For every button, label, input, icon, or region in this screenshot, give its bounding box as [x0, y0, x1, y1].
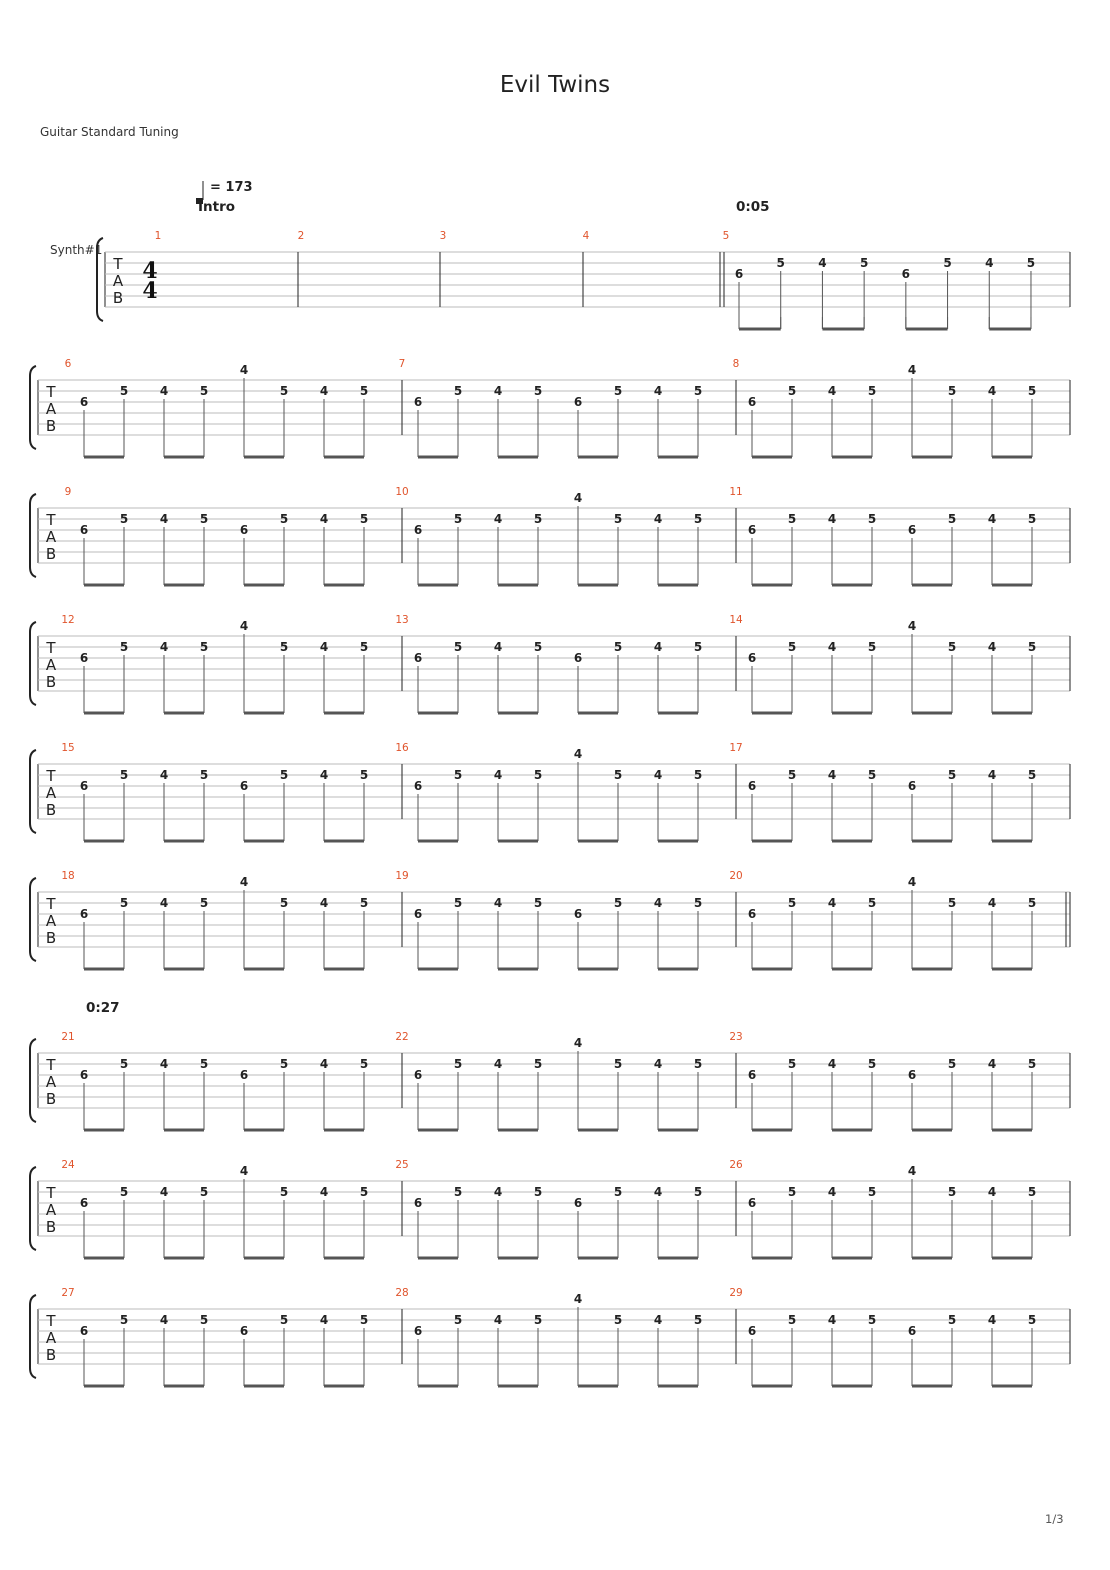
fret-number: 5	[693, 1313, 703, 1327]
fret-number: 5	[947, 768, 957, 782]
fret-number: 6	[413, 523, 423, 537]
fret-number: 5	[199, 512, 209, 526]
fret-number: 4	[818, 256, 827, 270]
instrument-name: Synth#1	[50, 243, 103, 257]
fret-number: 4	[159, 384, 169, 398]
fret-number: 4	[319, 384, 329, 398]
fret-number: 4	[319, 896, 329, 910]
fret-number: 5	[199, 640, 209, 654]
fret-number: 4	[827, 1313, 837, 1327]
measure-number: 8	[732, 358, 740, 370]
fret-number: 6	[747, 523, 757, 537]
measure-number: 25	[395, 1159, 409, 1171]
fret-number: 6	[79, 651, 89, 665]
fret-number: 5	[867, 768, 877, 782]
fret-number: 5	[867, 512, 877, 526]
tab-letter-t: T	[46, 383, 56, 401]
tab-letter-a: A	[45, 784, 57, 802]
fret-number: 4	[159, 768, 169, 782]
tab-letter-a: A	[45, 1201, 57, 1219]
fret-number: 5	[947, 1057, 957, 1071]
fret-number: 5	[947, 1185, 957, 1199]
fret-number: 5	[613, 384, 623, 398]
tab-letter-t: T	[113, 255, 123, 273]
fret-number: 4	[319, 1185, 329, 1199]
tab-letter-a: A	[45, 912, 57, 930]
score-title: Evil Twins	[499, 72, 611, 98]
fret-number: 4	[319, 1313, 329, 1327]
fret-number: 4	[987, 896, 997, 910]
fret-number: 5	[787, 640, 797, 654]
tab-letter-b: B	[45, 673, 57, 691]
fret-number: 6	[79, 1196, 89, 1210]
fret-number: 4	[827, 1057, 837, 1071]
fret-number: 4	[573, 491, 583, 505]
fret-number: 5	[1027, 640, 1037, 654]
fret-number: 5	[776, 256, 785, 270]
fret-number: 5	[1026, 256, 1036, 270]
measure-number: 3	[439, 230, 447, 242]
fret-number: 5	[199, 1313, 209, 1327]
measure-number: 28	[395, 1287, 409, 1299]
fret-number: 5	[119, 384, 129, 398]
fret-number: 5	[867, 1185, 877, 1199]
fret-number: 4	[653, 1057, 663, 1071]
fret-number: 4	[653, 512, 663, 526]
fret-number: 6	[907, 779, 917, 793]
fret-number: 5	[533, 896, 543, 910]
fret-number: 5	[119, 512, 129, 526]
measure-number: 18	[61, 870, 75, 882]
measure-number: 27	[61, 1287, 75, 1299]
system-bracket	[97, 238, 103, 321]
fret-number: 4	[319, 768, 329, 782]
fret-number: 4	[159, 1057, 169, 1071]
fret-number: 5	[279, 768, 289, 782]
fret-number: 4	[159, 640, 169, 654]
measure-number: 17	[729, 742, 743, 754]
fret-number: 6	[747, 651, 757, 665]
fret-number: 4	[493, 640, 503, 654]
fret-number: 5	[359, 896, 369, 910]
tab-letter-b: B	[45, 545, 57, 563]
fret-number: 4	[653, 640, 663, 654]
fret-number: 4	[987, 640, 997, 654]
fret-number: 6	[413, 779, 423, 793]
time-signature-bottom: 4	[142, 278, 158, 304]
fret-number: 4	[985, 256, 994, 270]
fret-number: 6	[413, 395, 423, 409]
fret-number: 4	[907, 875, 917, 889]
fret-number: 4	[907, 619, 917, 633]
fret-number: 5	[279, 1185, 289, 1199]
fret-number: 5	[613, 640, 623, 654]
fret-number: 5	[1027, 896, 1037, 910]
fret-number: 6	[747, 395, 757, 409]
fret-number: 6	[573, 907, 583, 921]
fret-number: 6	[734, 267, 744, 281]
measure-number: 26	[729, 1159, 743, 1171]
fret-number: 4	[653, 1313, 663, 1327]
fret-number: 5	[867, 896, 877, 910]
tab-letter-b: B	[45, 1218, 57, 1236]
fret-number: 4	[239, 619, 249, 633]
fret-number: 4	[573, 1036, 583, 1050]
fret-number: 4	[239, 1164, 249, 1178]
system-bracket	[30, 878, 36, 961]
fret-number: 5	[693, 640, 703, 654]
fret-number: 4	[493, 768, 503, 782]
section-label: Intro	[198, 199, 236, 215]
fret-number: 4	[827, 896, 837, 910]
fret-number: 5	[787, 768, 797, 782]
fret-number: 5	[359, 1313, 369, 1327]
fret-number: 6	[747, 1196, 757, 1210]
fret-number: 5	[279, 384, 289, 398]
fret-number: 5	[533, 1313, 543, 1327]
measure-number: 29	[729, 1287, 743, 1299]
measure-number: 4	[582, 230, 590, 242]
fret-number: 6	[901, 267, 911, 281]
fret-number: 4	[827, 768, 837, 782]
fret-number: 5	[453, 384, 463, 398]
fret-number: 6	[747, 1324, 757, 1338]
fret-number: 5	[453, 1057, 463, 1071]
fret-number: 6	[239, 779, 249, 793]
fret-number: 4	[319, 1057, 329, 1071]
fret-number: 5	[867, 640, 877, 654]
fret-number: 5	[613, 768, 623, 782]
fret-number: 5	[613, 512, 623, 526]
fret-number: 6	[413, 1324, 423, 1338]
fret-number: 6	[907, 1324, 917, 1338]
measure-number: 10	[395, 486, 409, 498]
fret-number: 4	[319, 512, 329, 526]
measure-number: 15	[61, 742, 75, 754]
fret-number: 5	[533, 768, 543, 782]
fret-number: 6	[79, 395, 89, 409]
fret-number: 6	[573, 395, 583, 409]
fret-number: 4	[493, 1185, 503, 1199]
tab-letter-t: T	[46, 1056, 56, 1074]
time-marker: 0:05	[736, 199, 770, 215]
fret-number: 4	[827, 384, 837, 398]
fret-number: 5	[1027, 768, 1037, 782]
fret-number: 5	[119, 640, 129, 654]
fret-number: 4	[827, 512, 837, 526]
fret-number: 5	[359, 768, 369, 782]
measure-number: 16	[395, 742, 409, 754]
measure-number: 20	[729, 870, 743, 882]
tab-letter-b: B	[45, 417, 57, 435]
measure-number: 13	[395, 614, 409, 626]
measure-number: 19	[395, 870, 409, 882]
fret-number: 6	[79, 523, 89, 537]
measure-number: 9	[64, 486, 72, 498]
fret-number: 4	[239, 363, 249, 377]
measure-number: 24	[61, 1159, 75, 1171]
fret-number: 5	[613, 1185, 623, 1199]
fret-number: 5	[533, 1185, 543, 1199]
system-bracket	[30, 1039, 36, 1122]
measure-number: 23	[729, 1031, 743, 1043]
measure-number: 1	[154, 230, 162, 242]
fret-number: 5	[199, 1185, 209, 1199]
fret-number: 5	[693, 768, 703, 782]
tempo-text: = 173	[210, 180, 253, 195]
fret-number: 5	[613, 1057, 623, 1071]
fret-number: 6	[79, 1324, 89, 1338]
fret-number: 5	[947, 384, 957, 398]
fret-number: 4	[159, 1185, 169, 1199]
fret-number: 4	[653, 768, 663, 782]
fret-number: 5	[787, 896, 797, 910]
fret-number: 5	[1027, 1057, 1037, 1071]
fret-number: 6	[239, 523, 249, 537]
fret-number: 5	[119, 1313, 129, 1327]
fret-number: 5	[279, 896, 289, 910]
system-bracket	[30, 366, 36, 449]
fret-number: 5	[453, 1185, 463, 1199]
time-signature-top: 4	[142, 258, 158, 284]
page-number: 1/3	[1045, 1512, 1064, 1526]
fret-number: 5	[787, 384, 797, 398]
fret-number: 4	[239, 875, 249, 889]
fret-number: 5	[947, 512, 957, 526]
fret-number: 5	[119, 1185, 129, 1199]
fret-number: 6	[79, 907, 89, 921]
fret-number: 6	[239, 1324, 249, 1338]
tab-letter-b: B	[45, 801, 57, 819]
fret-number: 5	[533, 1057, 543, 1071]
tab-letter-b: B	[45, 1090, 57, 1108]
fret-number: 5	[613, 1313, 623, 1327]
fret-number: 4	[987, 1185, 997, 1199]
measure-number: 11	[729, 486, 743, 498]
tab-letter-a: A	[45, 656, 57, 674]
fret-number: 4	[493, 1057, 503, 1071]
fret-number: 6	[79, 779, 89, 793]
measure-number: 2	[297, 230, 305, 242]
tab-letter-t: T	[46, 895, 56, 913]
fret-number: 4	[827, 1185, 837, 1199]
fret-number: 6	[907, 1068, 917, 1082]
fret-number: 5	[279, 640, 289, 654]
fret-number: 5	[1027, 384, 1037, 398]
fret-number: 4	[827, 640, 837, 654]
system-bracket	[30, 494, 36, 577]
fret-number: 5	[859, 256, 869, 270]
fret-number: 6	[573, 651, 583, 665]
system-bracket	[30, 1295, 36, 1378]
fret-number: 5	[693, 384, 703, 398]
fret-number: 4	[987, 384, 997, 398]
fret-number: 5	[119, 768, 129, 782]
fret-number: 5	[453, 640, 463, 654]
tab-letter-t: T	[46, 639, 56, 657]
fret-number: 5	[1027, 1185, 1037, 1199]
measure-number: 5	[722, 230, 730, 242]
fret-number: 4	[493, 512, 503, 526]
fret-number: 4	[159, 1313, 169, 1327]
fret-number: 6	[413, 651, 423, 665]
fret-number: 4	[493, 1313, 503, 1327]
fret-number: 5	[453, 896, 463, 910]
tab-letter-a: A	[45, 1073, 57, 1091]
fret-number: 4	[493, 384, 503, 398]
fret-number: 5	[119, 1057, 129, 1071]
system-bracket	[30, 750, 36, 833]
fret-number: 4	[987, 1313, 997, 1327]
fret-number: 5	[453, 512, 463, 526]
tab-letter-b: B	[45, 1346, 57, 1364]
system-bracket	[30, 1167, 36, 1250]
fret-number: 4	[653, 384, 663, 398]
tab-letter-t: T	[46, 767, 56, 785]
tab-letter-b: B	[112, 289, 124, 307]
fret-number: 4	[987, 1057, 997, 1071]
fret-number: 5	[359, 1185, 369, 1199]
fret-number: 4	[653, 896, 663, 910]
fret-number: 5	[533, 384, 543, 398]
fret-number: 5	[199, 1057, 209, 1071]
tab-letter-a: A	[45, 1329, 57, 1347]
fret-number: 4	[159, 896, 169, 910]
fret-number: 6	[413, 1196, 423, 1210]
fret-number: 4	[493, 896, 503, 910]
fret-number: 5	[199, 896, 209, 910]
fret-number: 5	[199, 768, 209, 782]
fret-number: 5	[279, 512, 289, 526]
fret-number: 5	[359, 1057, 369, 1071]
fret-number: 5	[1027, 512, 1037, 526]
tab-letter-t: T	[46, 511, 56, 529]
fret-number: 6	[413, 1068, 423, 1082]
measure-number: 22	[395, 1031, 409, 1043]
fret-number: 4	[653, 1185, 663, 1199]
fret-number: 5	[453, 1313, 463, 1327]
fret-number: 5	[279, 1057, 289, 1071]
fret-number: 6	[747, 907, 757, 921]
fret-number: 5	[947, 640, 957, 654]
fret-number: 5	[533, 512, 543, 526]
tab-letter-a: A	[112, 272, 124, 290]
fret-number: 5	[943, 256, 952, 270]
tab-letter-t: T	[46, 1312, 56, 1330]
fret-number: 5	[453, 768, 463, 782]
fret-number: 5	[1027, 1313, 1037, 1327]
system-bracket	[30, 622, 36, 705]
fret-number: 5	[199, 384, 209, 398]
tab-letter-b: B	[45, 929, 57, 947]
fret-number: 4	[319, 640, 329, 654]
fret-number: 5	[613, 896, 623, 910]
fret-number: 4	[573, 1292, 583, 1306]
fret-number: 5	[787, 1057, 797, 1071]
fret-number: 6	[413, 907, 423, 921]
fret-number: 6	[747, 779, 757, 793]
fret-number: 5	[119, 896, 129, 910]
tab-letter-a: A	[45, 400, 57, 418]
fret-number: 5	[359, 640, 369, 654]
fret-number: 6	[239, 1068, 249, 1082]
measure-number: 7	[398, 358, 406, 370]
measure-number: 12	[61, 614, 75, 626]
fret-number: 4	[987, 512, 997, 526]
fret-number: 6	[747, 1068, 757, 1082]
fret-number: 5	[947, 896, 957, 910]
time-marker: 0:27	[86, 1000, 120, 1016]
tab-letter-t: T	[46, 1184, 56, 1202]
measure-number: 14	[729, 614, 743, 626]
fret-number: 5	[693, 896, 703, 910]
fret-number: 4	[987, 768, 997, 782]
fret-number: 5	[279, 1313, 289, 1327]
measure-number: 21	[61, 1031, 75, 1043]
fret-number: 5	[787, 512, 797, 526]
fret-number: 5	[693, 1185, 703, 1199]
fret-number: 6	[573, 1196, 583, 1210]
fret-number: 4	[159, 512, 169, 526]
fret-number: 5	[787, 1185, 797, 1199]
fret-number: 6	[79, 1068, 89, 1082]
tab-letter-a: A	[45, 528, 57, 546]
fret-number: 5	[867, 1057, 877, 1071]
tuning-label: Guitar Standard Tuning	[40, 125, 179, 139]
measure-number: 6	[64, 358, 72, 370]
fret-number: 5	[947, 1313, 957, 1327]
fret-number: 6	[907, 523, 917, 537]
fret-number: 5	[693, 512, 703, 526]
fret-number: 5	[867, 1313, 877, 1327]
fret-number: 5	[787, 1313, 797, 1327]
fret-number: 4	[573, 747, 583, 761]
fret-number: 5	[359, 512, 369, 526]
fret-number: 5	[359, 384, 369, 398]
fret-number: 4	[907, 1164, 917, 1178]
fret-number: 4	[907, 363, 917, 377]
fret-number: 5	[533, 640, 543, 654]
fret-number: 5	[867, 384, 877, 398]
fret-number: 5	[693, 1057, 703, 1071]
